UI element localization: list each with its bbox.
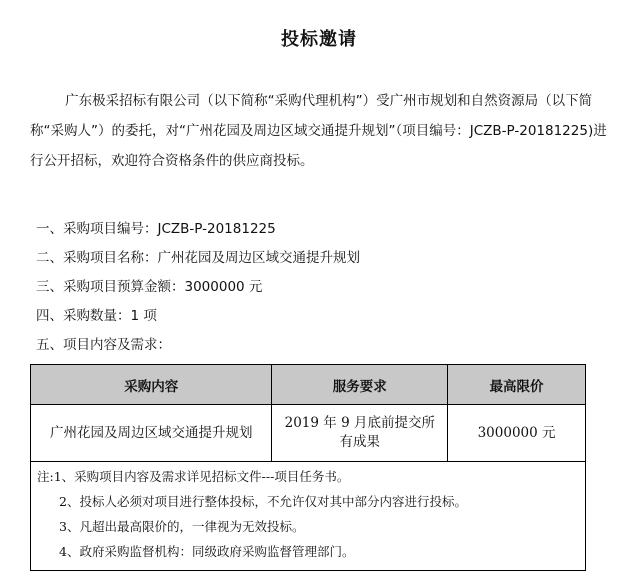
notes-row — [31, 462, 586, 571]
item-content-heading: 五、项目内容及需求： — [36, 337, 171, 353]
header-service-requirement: 服务要求 — [272, 365, 448, 405]
note-1: 注:1、采购项目内容及需求详见招标文件---项目任务书。 — [37, 469, 350, 484]
intro-paragraph — [30, 86, 620, 176]
project-items-list — [36, 215, 360, 360]
document-title: 投标邀请 — [281, 29, 357, 50]
table-header-row — [31, 365, 586, 405]
cell-max-price: 3000000 元 — [448, 405, 586, 462]
intro-text: 广东极采招标有限公司（以下简称“采购代理机构”）受广州市规划和自然资源局（以下简称“采购人”）的委托，对“广州花园及周边区域交通提升规划”（项目编号：JCZB-P-20181225)进行公开招标，欢迎符合资格条件的供应商投标。 — [30, 93, 607, 169]
item-quantity: 四、采购数量：1 项 — [36, 308, 157, 324]
item-budget: 三、采购项目预算金额：3000000 元 — [36, 279, 263, 295]
requirements-table — [30, 364, 586, 571]
header-max-price: 最高限价 — [448, 365, 586, 405]
note-2: 2、投标人必须对项目进行整体投标，不允许仅对其中部分内容进行投标。 — [59, 494, 467, 509]
item-project-name: 二、采购项目名称：广州花园及周边区域交通提升规划 — [36, 250, 360, 266]
table-row — [31, 405, 586, 462]
cell-service-requirement: 2019 年 9 月底前提交所有成果 — [272, 405, 448, 462]
notes-cell — [31, 462, 586, 571]
item-project-number: 一、采购项目编号：JCZB-P-20181225 — [36, 221, 276, 237]
header-procurement-content: 采购内容 — [31, 365, 272, 405]
note-4: 4、政府采购监督机构：同级政府采购监督管理部门。 — [59, 544, 355, 559]
note-3: 3、凡超出最高限价的，一律视为无效投标。 — [59, 519, 305, 534]
cell-procurement-content: 广州花园及周边区域交通提升规划 — [31, 405, 272, 462]
